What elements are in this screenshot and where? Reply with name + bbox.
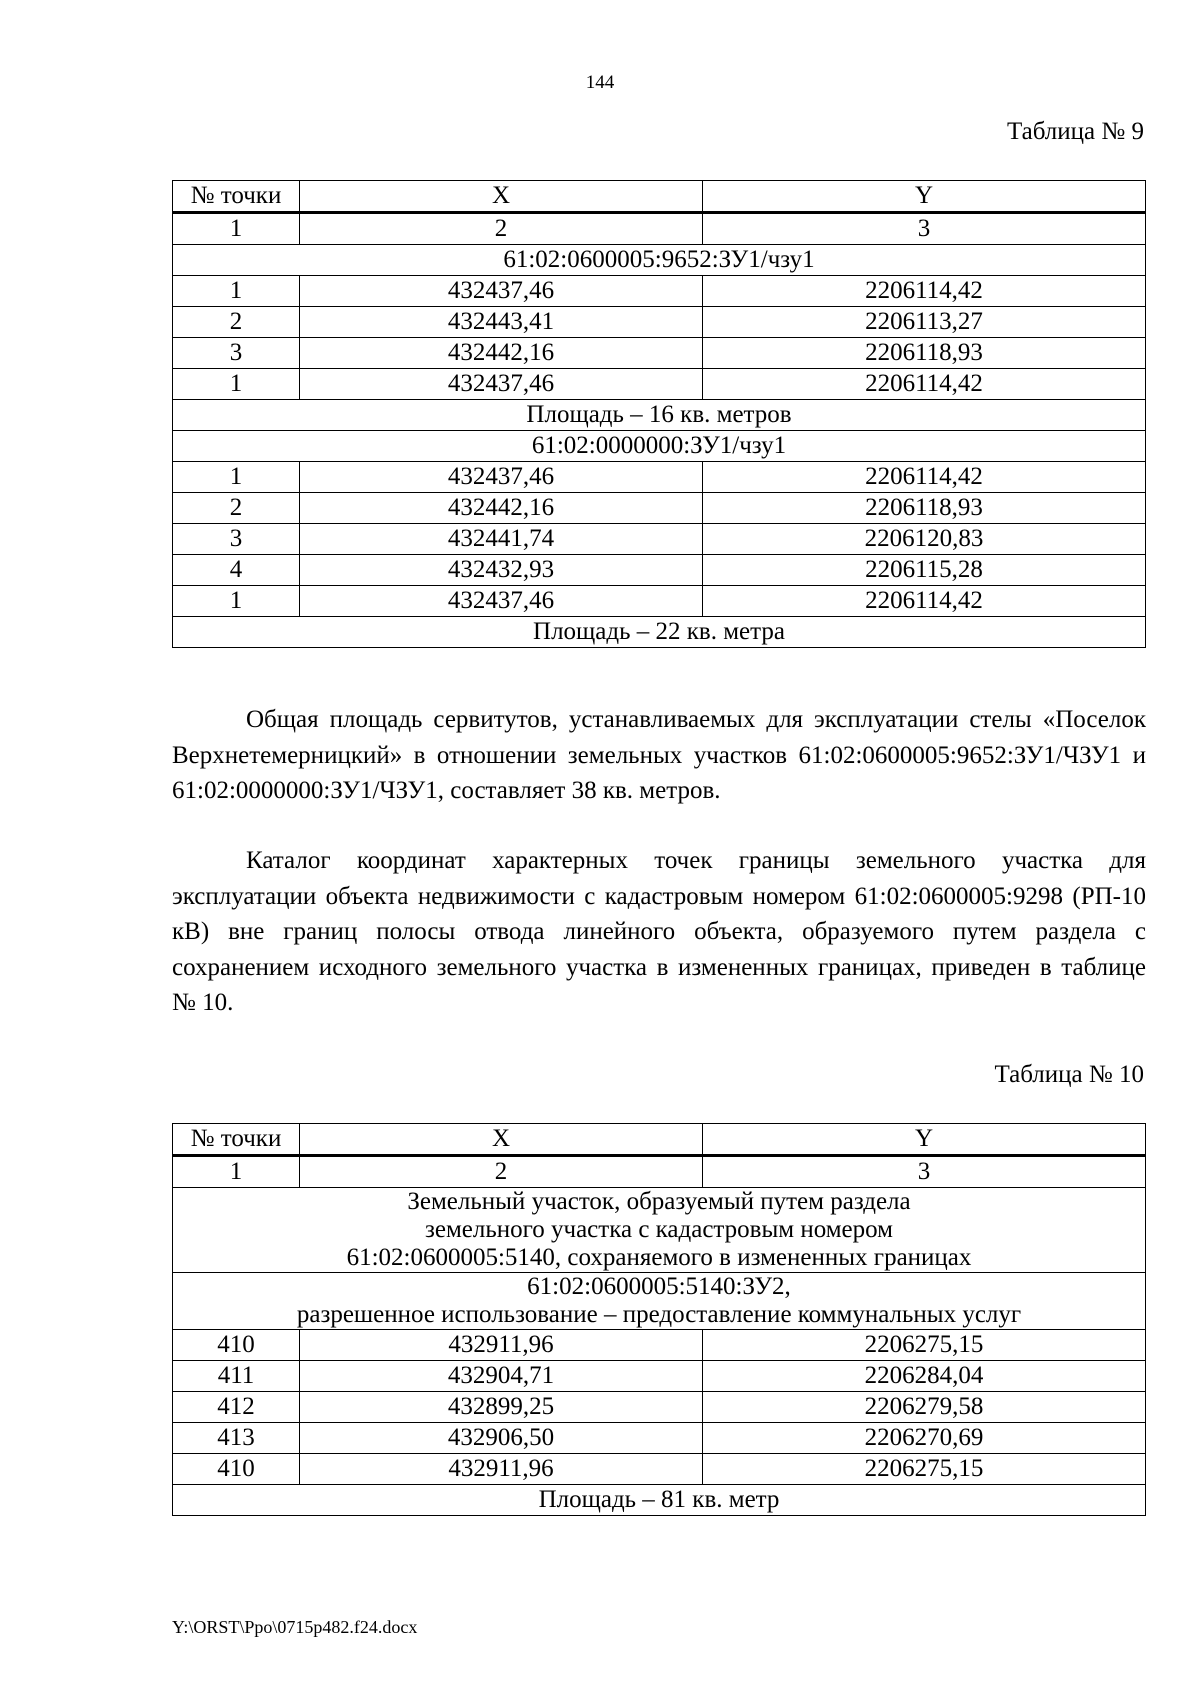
- x-coordinate: 432911,96: [300, 1330, 703, 1361]
- x-coordinate: 432437,46: [300, 462, 703, 493]
- area-row: [173, 1485, 1146, 1516]
- index-cell: 1: [173, 1156, 300, 1188]
- table-header-row: [173, 1124, 1146, 1156]
- y-coordinate: 2206275,15: [703, 1330, 1146, 1361]
- table-row: [173, 1392, 1146, 1423]
- section-title-line: 61:02:0600005:5140:ЗУ2,: [527, 1273, 791, 1300]
- point-number: 3: [173, 338, 300, 369]
- table-row: [173, 462, 1146, 493]
- x-coordinate: 432442,16: [300, 493, 703, 524]
- table-row: [173, 555, 1146, 586]
- point-number: 2: [173, 307, 300, 338]
- x-coordinate: 432904,71: [300, 1361, 703, 1392]
- area-value: Площадь – 81 кв. метр: [173, 1485, 1146, 1516]
- index-cell: 1: [173, 213, 300, 245]
- point-number: 411: [173, 1361, 300, 1392]
- y-coordinate: 2206270,69: [703, 1423, 1146, 1454]
- x-coordinate: 432442,16: [300, 338, 703, 369]
- x-coordinate: 432899,25: [300, 1392, 703, 1423]
- section-title-row: [173, 1273, 1146, 1330]
- area-row: [173, 617, 1146, 648]
- x-coordinate: 432906,50: [300, 1423, 703, 1454]
- point-number: 413: [173, 1423, 300, 1454]
- y-coordinate: 2206114,42: [703, 586, 1146, 617]
- y-coordinate: 2206284,04: [703, 1361, 1146, 1392]
- table-header-row: [173, 181, 1146, 213]
- section-title-line: разрешенное использование – предоставление коммунальных услуг: [296, 1301, 1022, 1328]
- table-row: [173, 338, 1146, 369]
- section-title: 61:02:0000000:ЗУ1/чзу1: [173, 431, 1146, 462]
- catalog-intro-paragraph: Каталог координат характерных точек границы земельного участка для эксплуатации объекта недвижимости с кадастровым номером 61:02:0600005:9298 (РП-10 кВ) вне границ полосы отвода линейного объекта, образуемого путем раздела с сохранением исходного земельного участка в измененных границах, приведен в таблице № 10.: [172, 847, 1146, 1016]
- point-number: 1: [173, 586, 300, 617]
- y-coordinate: 2206275,15: [703, 1454, 1146, 1485]
- area-value: Площадь – 22 кв. метра: [173, 617, 1146, 648]
- section-title: 61:02:0600005:9652:ЗУ1/чзу1: [173, 245, 1146, 276]
- area-row: [173, 400, 1146, 431]
- table-row: [173, 524, 1146, 555]
- header-point: № точки: [173, 1124, 300, 1156]
- point-number: 3: [173, 524, 300, 555]
- index-cell: 2: [300, 1156, 703, 1188]
- section-title: [173, 1273, 1146, 1330]
- table-row: [173, 1423, 1146, 1454]
- y-coordinate: 2206114,42: [703, 276, 1146, 307]
- section-title-row: [173, 245, 1146, 276]
- group-title-line: земельного участка с кадастровым номером: [424, 1216, 894, 1243]
- table-row: [173, 1454, 1146, 1485]
- x-coordinate: 432441,74: [300, 524, 703, 555]
- group-title-line: 61:02:0600005:5140, сохраняемого в измененных границах: [346, 1244, 972, 1271]
- footer-file-path: Y:\ORST\Ppo\0715p482.f24.docx: [172, 1617, 418, 1637]
- page-number: 144: [585, 72, 615, 93]
- table-9-caption: Таблица № 9: [1006, 118, 1144, 145]
- x-coordinate: 432443,41: [300, 307, 703, 338]
- header-point: № точки: [173, 181, 300, 213]
- column-index-row: [173, 1156, 1146, 1188]
- group-title-line: Земельный участок, образуемый путем раздела: [407, 1188, 911, 1215]
- table-row: [173, 493, 1146, 524]
- x-coordinate: 432432,93: [300, 555, 703, 586]
- index-cell: 3: [703, 213, 1146, 245]
- area-value: Площадь – 16 кв. метров: [173, 400, 1146, 431]
- table-row: [173, 1330, 1146, 1361]
- y-coordinate: 2206113,27: [703, 307, 1146, 338]
- point-number: 2: [173, 493, 300, 524]
- index-cell: 3: [703, 1156, 1146, 1188]
- y-coordinate: 2206118,93: [703, 493, 1146, 524]
- coordinates-table-10: [172, 1123, 1146, 1516]
- index-cell: 2: [300, 213, 703, 245]
- y-coordinate: 2206279,58: [703, 1392, 1146, 1423]
- point-number: 4: [173, 555, 300, 586]
- section-title-row: [173, 431, 1146, 462]
- table-row: [173, 586, 1146, 617]
- table-row: [173, 369, 1146, 400]
- group-title: [173, 1188, 1146, 1273]
- group-title-row: [173, 1188, 1146, 1273]
- point-number: 1: [173, 276, 300, 307]
- y-coordinate: 2206115,28: [703, 555, 1146, 586]
- y-coordinate: 2206120,83: [703, 524, 1146, 555]
- y-coordinate: 2206114,42: [703, 369, 1146, 400]
- servitude-area-paragraph: Общая площадь сервитутов, устанавливаемых для эксплуатации стелы «Поселок Верхнетемерницкий» в отношении земельных участков 61:02:0600005:9652:ЗУ1/ЧЗУ1 и 61:02:0000000:ЗУ1/ЧЗУ1, составляет 38 кв. метров.: [172, 706, 1146, 804]
- point-number: 1: [173, 462, 300, 493]
- table-row: [173, 276, 1146, 307]
- point-number: 412: [173, 1392, 300, 1423]
- coordinates-table-9: [172, 180, 1146, 648]
- table-row: [173, 307, 1146, 338]
- x-coordinate: 432437,46: [300, 276, 703, 307]
- point-number: 410: [173, 1330, 300, 1361]
- table-10-caption: Таблица № 10: [994, 1061, 1144, 1088]
- point-number: 410: [173, 1454, 300, 1485]
- y-coordinate: 2206114,42: [703, 462, 1146, 493]
- header-x: X: [300, 1124, 703, 1156]
- table-row: [173, 1361, 1146, 1392]
- x-coordinate: 432911,96: [300, 1454, 703, 1485]
- header-y: Y: [703, 181, 1146, 213]
- y-coordinate: 2206118,93: [703, 338, 1146, 369]
- header-y: Y: [703, 1124, 1146, 1156]
- x-coordinate: 432437,46: [300, 369, 703, 400]
- header-x: X: [300, 181, 703, 213]
- column-index-row: [173, 213, 1146, 245]
- point-number: 1: [173, 369, 300, 400]
- x-coordinate: 432437,46: [300, 586, 703, 617]
